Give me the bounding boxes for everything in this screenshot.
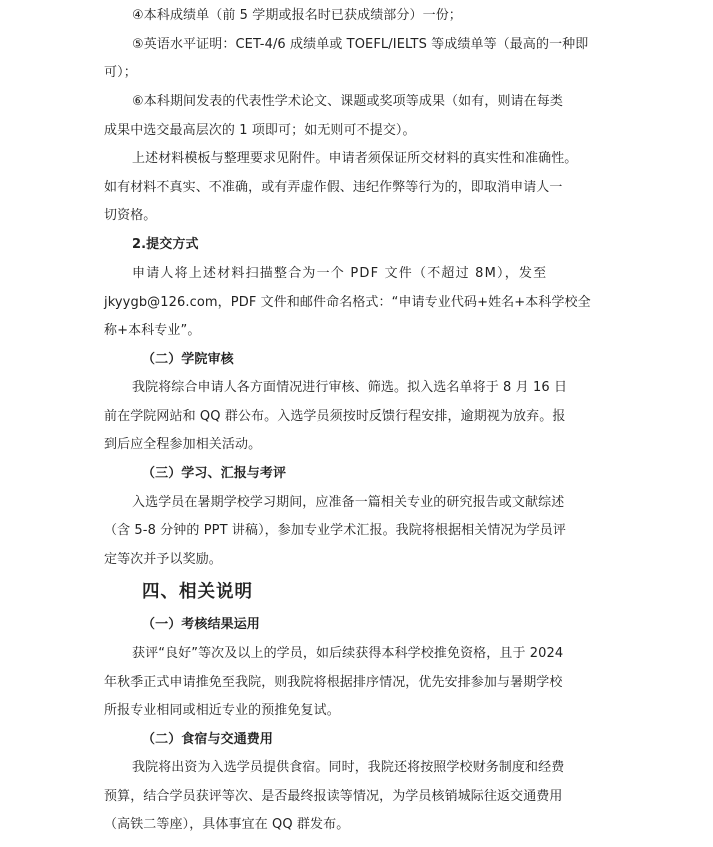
materials-note: 上述材料模板与整理要求见附件。申请者须保证所交材料的真实性和准确性。 <box>132 151 578 166</box>
item-transcript: ④本科成绩单（前 5 学期或报名时已获成绩部分）一份； <box>132 8 462 23</box>
review-text-end: 到后应全程参加相关活动。 <box>104 437 262 452</box>
heading-study-report: （三）学习、汇报与考评 <box>142 466 287 481</box>
review-text-cont: 前在学院网站和 QQ 群公布。入选学员须按时反馈行程安排，逾期视为放弃。报 <box>104 409 566 424</box>
result-text: 获评“良好”等次及以上的学员，如后续获得本科学校推免资格，且于 2024 <box>132 646 564 661</box>
accommodation-text-cont: 预算，结合学员获评等次、是否最终报读等情况，为学员核销城际往返交通费用 <box>104 789 563 804</box>
materials-note-end: 切资格。 <box>104 208 157 223</box>
result-text-end: 所报专业相同或相近专业的预推免复试。 <box>104 703 340 718</box>
submission-naming-end: 称+本科专业”。 <box>104 323 201 338</box>
submission-email: jkyygb@126.com，PDF 文件和邮件命名格式：“申请专业代码+姓名+本科学校全 <box>104 295 591 310</box>
item-english-proof-cont: 可）； <box>104 65 137 80</box>
item-english-proof: ⑤英语水平证明：CET-4/6 成绩单或 TOEFL/IELTS 等成绩单等（最高的一种即 <box>132 37 589 52</box>
item-achievements: ⑥本科期间发表的代表性学术论文、课题或奖项等成果（如有，则请在每类 <box>132 94 563 109</box>
item-achievements-cont: 成果中选交最高层次的 1 项即可；如无则可不提交）。 <box>104 123 416 138</box>
accommodation-text: 我院将出资为入选学员提供食宿。同时，我院还将按照学校财务制度和经费 <box>132 760 565 775</box>
heading-section-four: 四、相关说明 <box>142 582 253 602</box>
submission-text: 申请人将上述材料扫描整合为一个 PDF 文件（不超过 8M），发至 <box>132 266 548 281</box>
materials-note-cont: 如有材料不真实、不准确，或有弄虚作假、违纪作弊等行为的，即取消申请人一 <box>104 180 563 195</box>
study-text: 入选学员在暑期学校学习期间，应准备一篇相关专业的研究报告或文献综述 <box>132 495 565 510</box>
heading-accommodation: （二）食宿与交通费用 <box>142 732 274 747</box>
study-text-end: 定等次并予以奖励。 <box>104 552 222 567</box>
accommodation-text-end: （高铁二等座），具体事宜在 QQ 群发布。 <box>104 817 350 832</box>
heading-college-review: （二）学院审核 <box>142 352 234 367</box>
heading-submission-method: 2.提交方式 <box>132 237 199 252</box>
review-text: 我院将综合申请人各方面情况进行审核、筛选。拟入选名单将于 8 月 16 日 <box>132 380 568 395</box>
study-text-cont: （含 5-8 分钟的 PPT 讲稿），参加专业学术汇报。我院将根据相关情况为学员评 <box>104 523 566 538</box>
heading-result-application: （一）考核结果运用 <box>142 617 260 632</box>
result-text-cont: 年秋季正式申请推免至我院，则我院将根据排序情况，优先安排参加与暑期学校 <box>104 675 563 690</box>
